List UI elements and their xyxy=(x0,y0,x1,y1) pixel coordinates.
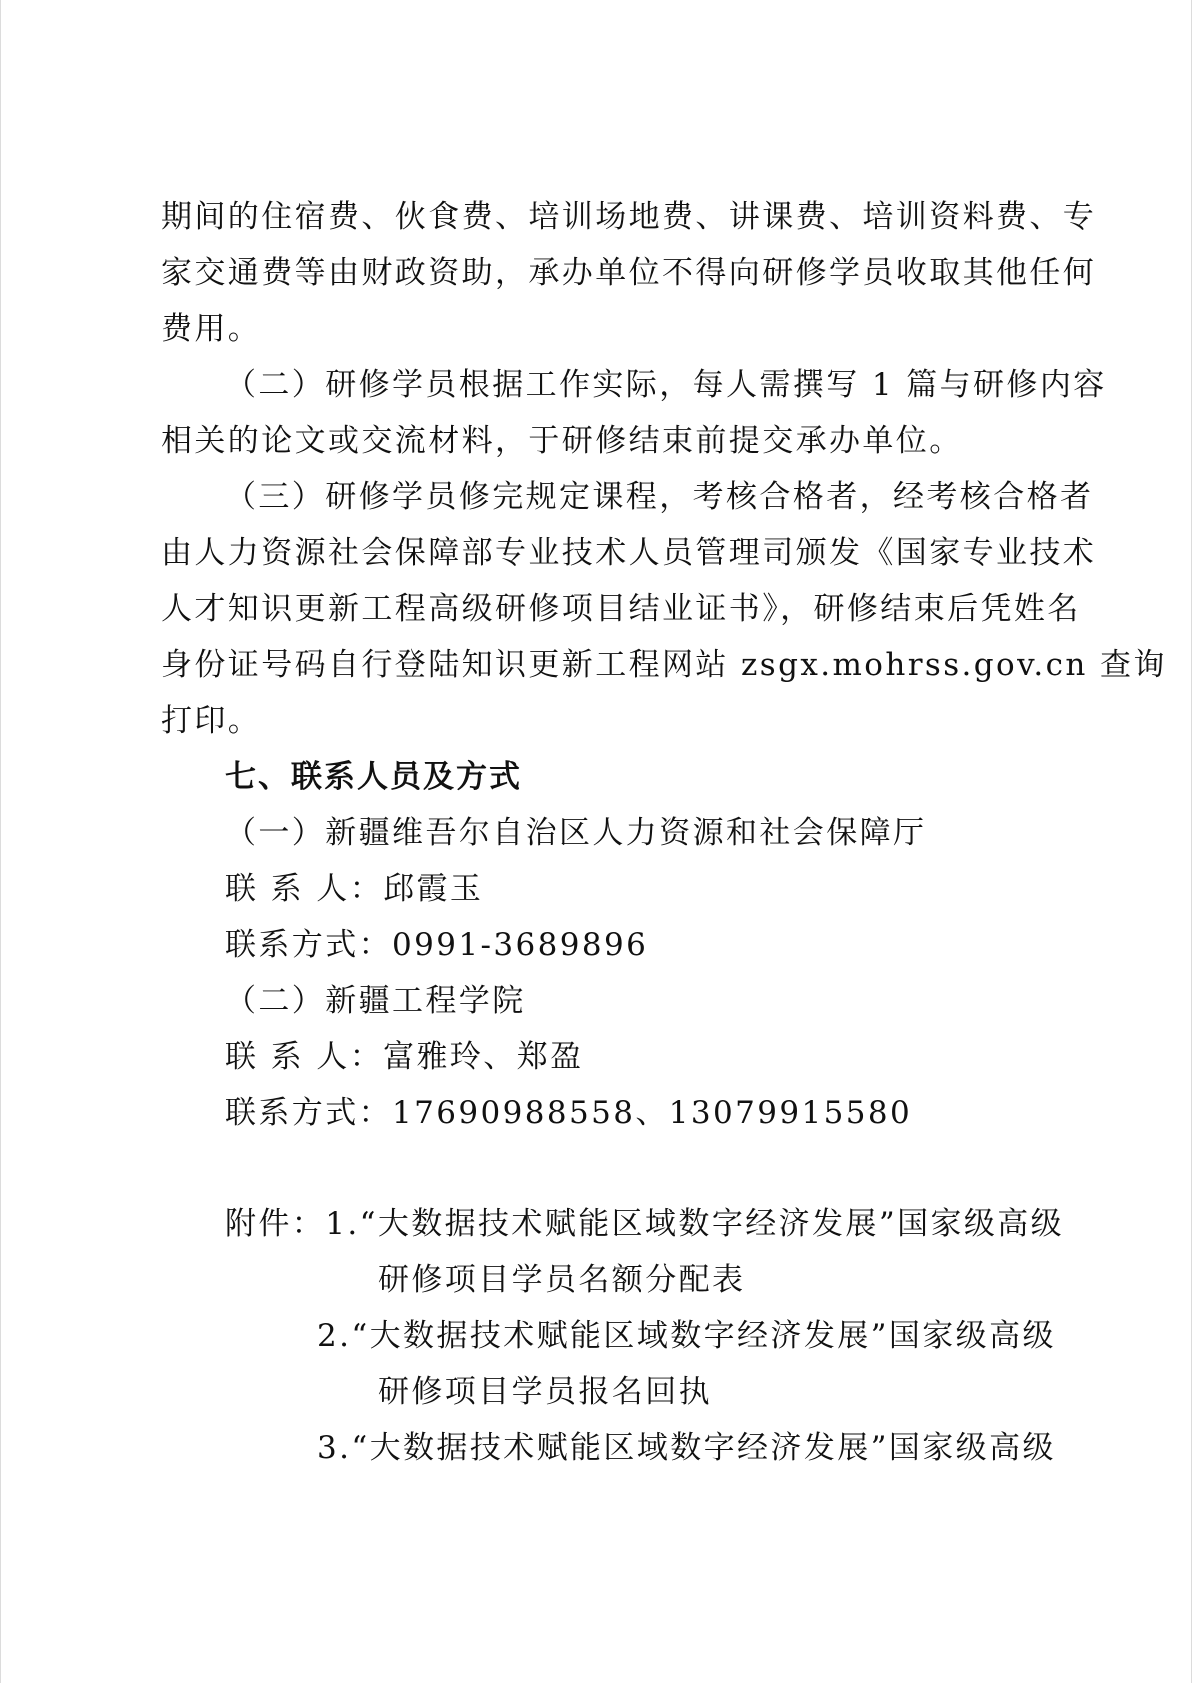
attachment-item-continuation: 研修项目学员名额分配表 xyxy=(378,1262,746,1298)
contact-person: 联 系 人：邱霞玉 xyxy=(225,871,484,907)
contact-person: 联 系 人：富雅玲、郑盈 xyxy=(225,1039,584,1075)
contact-org: （二）新疆工程学院 xyxy=(225,983,526,1019)
section-heading: 七、联系人员及方式 xyxy=(225,759,522,795)
body-line: 由人力资源社会保障部专业技术人员管理司颁发《国家专业技术 xyxy=(161,535,1097,571)
attachment-item: 3.“大数据技术赋能区域数字经济发展”国家级高级 xyxy=(317,1430,1056,1466)
body-line: 家交通费等由财政资助，承办单位不得向研修学员收取其他任何 xyxy=(161,255,1097,291)
body-line: （二）研修学员根据工作实际，每人需撰写 1 篇与研修内容 xyxy=(225,367,1107,403)
body-line: 期间的住宿费、伙食费、培训场地费、讲课费、培训资料费、专 xyxy=(161,199,1097,235)
attachment-item-continuation: 研修项目学员报名回执 xyxy=(378,1374,712,1410)
body-line: 人才知识更新工程高级研修项目结业证书》，研修结束后凭姓名 xyxy=(161,591,1081,627)
body-line: （三）研修学员修完规定课程，考核合格者，经考核合格者 xyxy=(225,479,1094,515)
body-line: 打印。 xyxy=(161,703,262,739)
body-line-with-url: 身份证号码自行登陆知识更新工程网站 zsgx.mohrss.gov.cn 查询 xyxy=(161,647,1167,683)
body-line: 相关的论文或交流材料，于研修结束前提交承办单位。 xyxy=(161,423,963,459)
attachment-item: 附件：1.“大数据技术赋能区域数字经济发展”国家级高级 xyxy=(225,1206,1065,1242)
attachment-item: 2.“大数据技术赋能区域数字经济发展”国家级高级 xyxy=(317,1318,1056,1354)
body-line: 费用。 xyxy=(161,311,262,347)
contact-org: （一）新疆维吾尔自治区人力资源和社会保障厅 xyxy=(225,815,927,851)
contact-phone: 联系方式：0991-3689896 xyxy=(225,927,649,963)
contact-phone: 联系方式：17690988558、13079915580 xyxy=(225,1095,913,1131)
